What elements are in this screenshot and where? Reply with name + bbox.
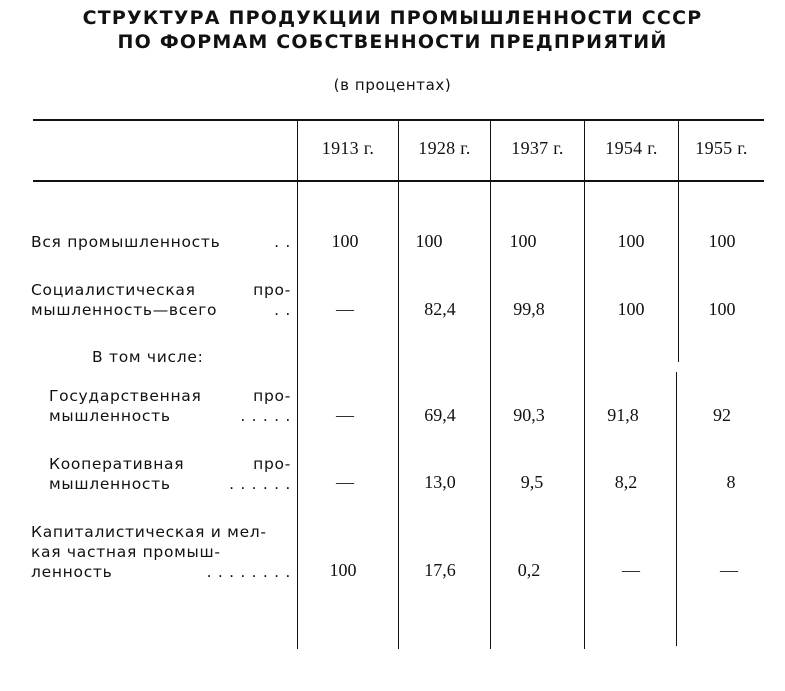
table-cell: — — [336, 405, 354, 425]
table-title — [0, 6, 785, 54]
table-subtitle: (в процентах) — [333, 76, 452, 94]
column-header-1913: 1913 г. — [321, 138, 375, 158]
row-label-capitalist-industry: Капиталистическая и мел- кая частная промыш- ленность . . . . . . . . — [31, 523, 291, 581]
table-cell: 100 — [617, 299, 645, 319]
table-cell: 99,8 — [513, 299, 545, 319]
column-divider — [678, 182, 679, 362]
title-line-1: СТРУКТУРА ПРОДУКЦИИ ПРОМЫШЛЕННОСТИ СССР — [82, 7, 703, 29]
table-cell: 17,6 — [424, 560, 456, 580]
row-label-cooperative-industry: Кооперативная про- мышленность . . . . . . — [49, 455, 291, 493]
table-cell: 100 — [708, 299, 736, 319]
table-cell: 100 — [708, 231, 736, 251]
column-divider — [676, 372, 677, 646]
column-header-1928: 1928 г. — [418, 138, 471, 158]
table-cell: 9,5 — [520, 472, 544, 492]
table-cell: 100 — [415, 231, 443, 251]
table-cell: 100 — [331, 231, 359, 251]
row-label-socialist-industry: Социалистическая про- мышленность—всего . . — [31, 281, 291, 319]
title-line-2: ПО ФОРМАМ СОБСТВЕННОСТИ ПРЕДПРИЯТИЙ — [117, 31, 668, 53]
table-cell: 100 — [329, 560, 357, 580]
table-cell: 100 — [509, 231, 537, 251]
table-cell: 69,4 — [424, 405, 456, 425]
table-cell: — — [622, 560, 640, 580]
column-header-1937: 1937 г. — [511, 138, 564, 158]
table-cell: 92 — [713, 405, 731, 425]
column-header-1955: 1955 г. — [695, 138, 748, 158]
row-label-state-industry: Государственная про- мышленность . . . . . — [49, 387, 291, 425]
table-cell: 91,8 — [607, 405, 639, 425]
table-cell: 100 — [617, 231, 645, 251]
table-cell: 8 — [726, 472, 736, 492]
table-cell: 13,0 — [424, 472, 456, 492]
table-cell: — — [336, 472, 354, 492]
column-header-1954: 1954 г. — [605, 138, 658, 158]
row-label-all-industry: Вся промышленность . . — [31, 233, 291, 251]
table-cell: 8,2 — [614, 472, 638, 492]
table-cell: 0,2 — [517, 560, 541, 580]
row-label-including: В том числе: — [92, 348, 204, 366]
table-cell: — — [720, 560, 738, 580]
table-cell: 90,3 — [513, 405, 545, 425]
table-cell: 82,4 — [424, 299, 456, 319]
table-cell: — — [336, 299, 354, 319]
